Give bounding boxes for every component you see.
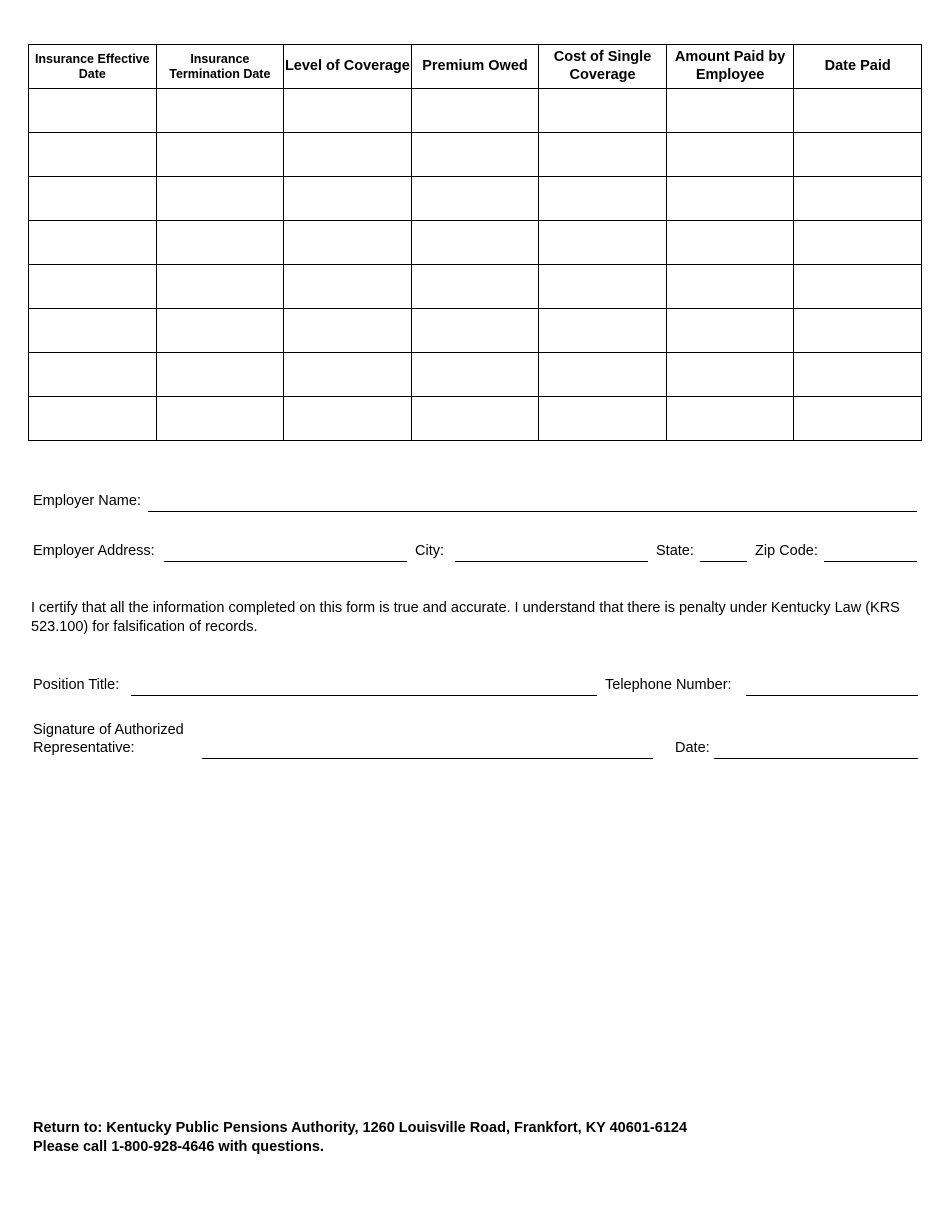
date-field[interactable] (714, 758, 918, 759)
zip-code-field[interactable] (824, 561, 917, 562)
header-amount-paid-by-employee: Amount Paid by Employee (666, 45, 794, 89)
header-level-of-coverage: Level of Coverage (284, 45, 412, 89)
table-cell[interactable] (29, 89, 157, 133)
position-title-label: Position Title: (33, 677, 120, 693)
table-cell[interactable] (539, 89, 667, 133)
table-cell[interactable] (284, 221, 412, 265)
city-field[interactable] (455, 561, 648, 562)
position-title-field[interactable] (131, 695, 597, 696)
table-cell[interactable] (29, 353, 157, 397)
table-cell[interactable] (539, 309, 667, 353)
telephone-number-label: Telephone Number: (605, 677, 732, 693)
city-label: City: (415, 543, 444, 559)
employer-address-label: Employer Address: (33, 543, 155, 559)
table-cell[interactable] (666, 133, 794, 177)
certification-text: I certify that all the information completed on this form is true and accurate. I understand that there is penalty under Kentucky Law (KRS 523.100) for falsification of records. (31, 600, 900, 635)
table-cell[interactable] (284, 397, 412, 441)
table-cell[interactable] (156, 221, 284, 265)
table-cell[interactable] (666, 89, 794, 133)
header-insurance-effective-date: Insurance Effective Date (29, 45, 157, 89)
table-cell[interactable] (539, 353, 667, 397)
table-row (29, 309, 922, 353)
table-cell[interactable] (29, 133, 157, 177)
header-premium-owed: Premium Owed (411, 45, 539, 89)
zip-code-label: Zip Code: (755, 543, 818, 559)
table-cell[interactable] (156, 397, 284, 441)
table-body (29, 89, 922, 441)
table-row (29, 397, 922, 441)
table-cell[interactable] (29, 221, 157, 265)
table-row (29, 265, 922, 309)
table-cell[interactable] (411, 265, 539, 309)
coverage-table (28, 44, 922, 441)
table-cell[interactable] (666, 221, 794, 265)
table-cell[interactable] (411, 133, 539, 177)
table-cell[interactable] (156, 353, 284, 397)
table-cell[interactable] (411, 221, 539, 265)
table-cell[interactable] (794, 397, 922, 441)
table-cell[interactable] (666, 309, 794, 353)
table-cell[interactable] (411, 177, 539, 221)
table-cell[interactable] (794, 309, 922, 353)
signature-field[interactable] (202, 758, 653, 759)
table-row (29, 177, 922, 221)
table-cell[interactable] (539, 397, 667, 441)
table-cell[interactable] (284, 177, 412, 221)
table-cell[interactable] (29, 177, 157, 221)
table-row (29, 133, 922, 177)
table-header-row (29, 45, 922, 89)
telephone-number-field[interactable] (746, 695, 918, 696)
table-cell[interactable] (29, 397, 157, 441)
employer-name-field[interactable] (148, 511, 917, 512)
header-cost-of-single-coverage: Cost of Single Coverage (539, 45, 667, 89)
table-cell[interactable] (156, 89, 284, 133)
table-cell[interactable] (156, 309, 284, 353)
table-cell[interactable] (284, 265, 412, 309)
table-row (29, 221, 922, 265)
header-insurance-termination-date: Insurance Termination Date (156, 45, 284, 89)
employer-address-field[interactable] (164, 561, 407, 562)
table-cell[interactable] (539, 265, 667, 309)
table-cell[interactable] (794, 265, 922, 309)
table-cell[interactable] (284, 133, 412, 177)
table-cell[interactable] (156, 265, 284, 309)
table-cell[interactable] (411, 353, 539, 397)
table-cell[interactable] (539, 221, 667, 265)
questions-phone: Please call 1-800-928-4646 with questions. (33, 1139, 324, 1155)
table-cell[interactable] (539, 177, 667, 221)
signature-label-line1: Signature of Authorized (33, 722, 184, 738)
state-label: State: (656, 543, 694, 559)
table-cell[interactable] (794, 353, 922, 397)
header-date-paid: Date Paid (794, 45, 922, 89)
table-cell[interactable] (794, 177, 922, 221)
table-cell[interactable] (156, 133, 284, 177)
table-cell[interactable] (666, 265, 794, 309)
table-cell[interactable] (284, 353, 412, 397)
table-row (29, 353, 922, 397)
table-row (29, 89, 922, 133)
table-cell[interactable] (794, 221, 922, 265)
date-label: Date: (675, 740, 710, 756)
table-cell[interactable] (794, 133, 922, 177)
table-cell[interactable] (29, 265, 157, 309)
table-cell[interactable] (666, 353, 794, 397)
state-field[interactable] (700, 561, 747, 562)
table-cell[interactable] (539, 133, 667, 177)
signature-label-line2: Representative: (33, 740, 135, 756)
table-cell[interactable] (29, 309, 157, 353)
table-cell[interactable] (666, 397, 794, 441)
table-cell[interactable] (666, 177, 794, 221)
table-cell[interactable] (284, 309, 412, 353)
employer-name-label: Employer Name: (33, 493, 141, 509)
table-cell[interactable] (411, 397, 539, 441)
table-cell[interactable] (411, 309, 539, 353)
table-cell[interactable] (284, 89, 412, 133)
table-cell[interactable] (411, 89, 539, 133)
table-cell[interactable] (794, 89, 922, 133)
return-to-address: Return to: Kentucky Public Pensions Authority, 1260 Louisville Road, Frankfort, KY 40601-6124 (33, 1120, 688, 1136)
table-cell[interactable] (156, 177, 284, 221)
